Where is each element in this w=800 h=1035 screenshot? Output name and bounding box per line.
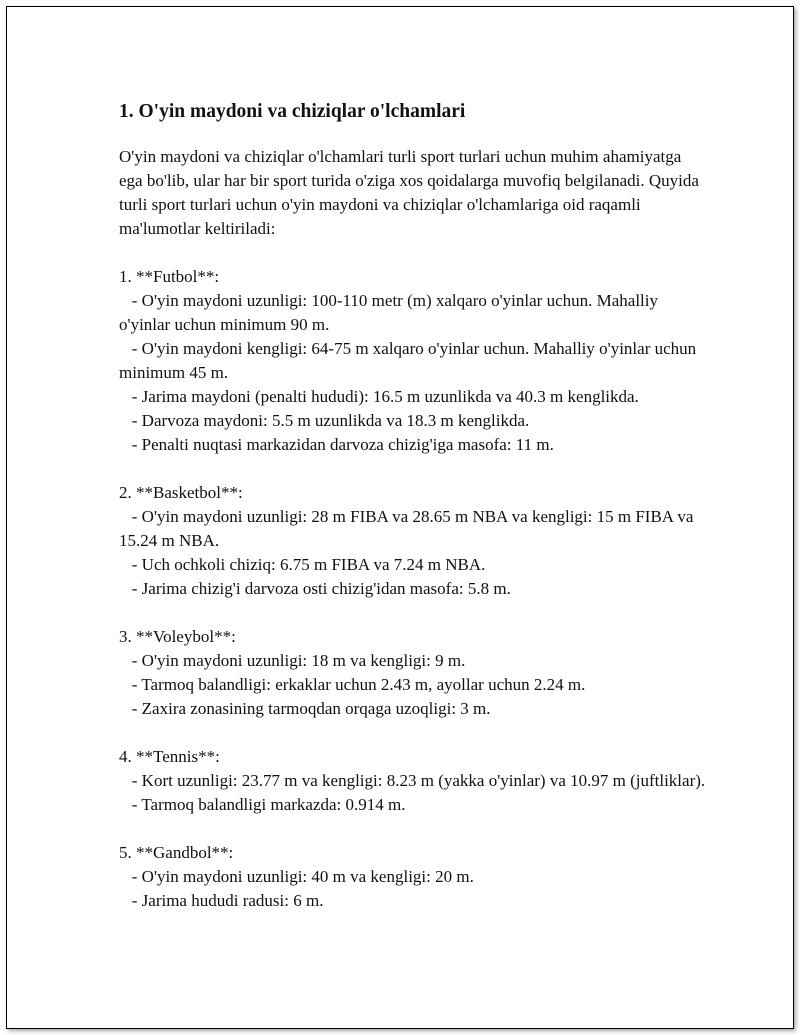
- list-item: - Darvoza maydoni: 5.5 m uzunlikda va 18.3 m kenglikda.: [119, 411, 530, 430]
- section-gandbol: [119, 841, 709, 913]
- list-item: - O'yin maydoni uzunligi: 40 m va kengligi: 20 m.: [119, 867, 474, 886]
- list-item: - O'yin maydoni kengligi: 64-75 m xalqaro o'yinlar uchun. Mahalliy o'yinlar uchun minimum 45 m.: [119, 339, 701, 382]
- document-page: [6, 6, 794, 1029]
- section-futbol: [119, 265, 709, 457]
- section-heading: 1. O'yin maydoni va chiziqlar o'lchamlari: [119, 101, 466, 122]
- document-content: [119, 99, 709, 937]
- list-item: - Uch ochkoli chiziq: 6.75 m FIBA va 7.24 m NBA.: [119, 555, 486, 574]
- section-title: 2. **Basketbol**:: [119, 483, 243, 502]
- section-voleybol: [119, 625, 709, 721]
- list-item: - Penalti nuqtasi markazidan darvoza chizig'iga masofa: 11 m.: [119, 435, 554, 454]
- section-tennis: [119, 745, 709, 817]
- intro-paragraph: O'yin maydoni va chiziqlar o'lchamlari turli sport turlari uchun muhim ahamiyatga ega bo'lib, ular har bir sport turida o'ziga xos qoidalarga muvofiq belgilanadi. Quyida turli sport turlari uchun o'yin maydoni va chiziqlar o'lchamlariga oid raqamli ma'lumotlar keltiriladi:: [119, 147, 704, 238]
- list-item: - O'yin maydoni uzunligi: 18 m va kengligi: 9 m.: [119, 651, 466, 670]
- list-item: - O'yin maydoni uzunligi: 28 m FIBA va 28.65 m NBA va kengligi: 15 m FIBA va 15.24 m NBA.: [119, 507, 698, 550]
- list-item: - Tarmoq balandligi markazda: 0.914 m.: [119, 795, 406, 814]
- list-item: - Tarmoq balandligi: erkaklar uchun 2.43 m, ayollar uchun 2.24 m.: [119, 675, 586, 694]
- section-title: 3. **Voleybol**:: [119, 627, 236, 646]
- section-title: 4. **Tennis**:: [119, 747, 220, 766]
- list-item: - O'yin maydoni uzunligi: 100-110 metr (m) xalqaro o'yinlar uchun. Mahalliy o'yinlar uchun minimum 90 m.: [119, 291, 663, 334]
- list-item: - Zaxira zonasining tarmoqdan orqaga uzoqligi: 3 m.: [119, 699, 491, 718]
- list-item: - Jarima maydoni (penalti hududi): 16.5 m uzunlikda va 40.3 m kenglikda.: [119, 387, 639, 406]
- section-title: 1. **Futbol**:: [119, 267, 220, 286]
- section-title: 5. **Gandbol**:: [119, 843, 234, 862]
- list-item: - Kort uzunligi: 23.77 m va kengligi: 8.23 m (yakka o'yinlar) va 10.97 m (juftliklar).: [119, 771, 706, 790]
- list-item: - Jarima chizig'i darvoza osti chizig'idan masofa: 5.8 m.: [119, 579, 511, 598]
- list-item: - Jarima hududi radusi: 6 m.: [119, 891, 324, 910]
- section-basketbol: [119, 481, 709, 601]
